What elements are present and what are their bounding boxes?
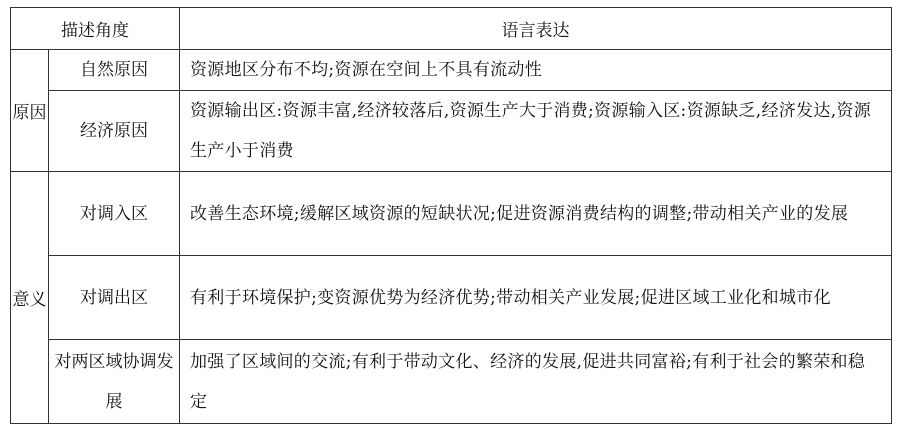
text-economic: 资源输出区:资源丰富,经济较落后,资源生产大于消费;资源输入区:资源缺乏,经济发达,资源生产小于消费: [180, 91, 892, 172]
header-angle: 描述角度: [11, 8, 180, 50]
category-significance: 意义: [11, 172, 49, 424]
resource-transfer-table: [10, 7, 892, 424]
text-export-region: 有利于环境保护;变资源优势为经济优势;带动相关产业发展;促进区域工业化和城市化: [180, 256, 892, 340]
aspect-natural: 自然原因: [49, 50, 180, 91]
table-row: [11, 256, 892, 340]
table-row: [11, 50, 892, 91]
table-row: [11, 91, 892, 172]
table-row: [11, 340, 892, 424]
header-expression: 语言表达: [180, 8, 892, 50]
header-row: [11, 8, 892, 50]
text-import-region: 改善生态环境;缓解区域资源的短缺状况;促进资源消费结构的调整;带动相关产业的发展: [180, 172, 892, 256]
aspect-economic: 经济原因: [49, 91, 180, 172]
aspect-coordination: 对两区域协调发展: [49, 340, 180, 424]
text-coordination: 加强了区域间的交流;有利于带动文化、经济的发展,促进共同富裕;有利于社会的繁荣和稳定: [180, 340, 892, 424]
category-reason: 原因: [11, 50, 49, 172]
table-row: [11, 172, 892, 256]
aspect-import-region: 对调入区: [49, 172, 180, 256]
text-natural: 资源地区分布不均;资源在空间上不具有流动性: [180, 50, 892, 91]
aspect-export-region: 对调出区: [49, 256, 180, 340]
